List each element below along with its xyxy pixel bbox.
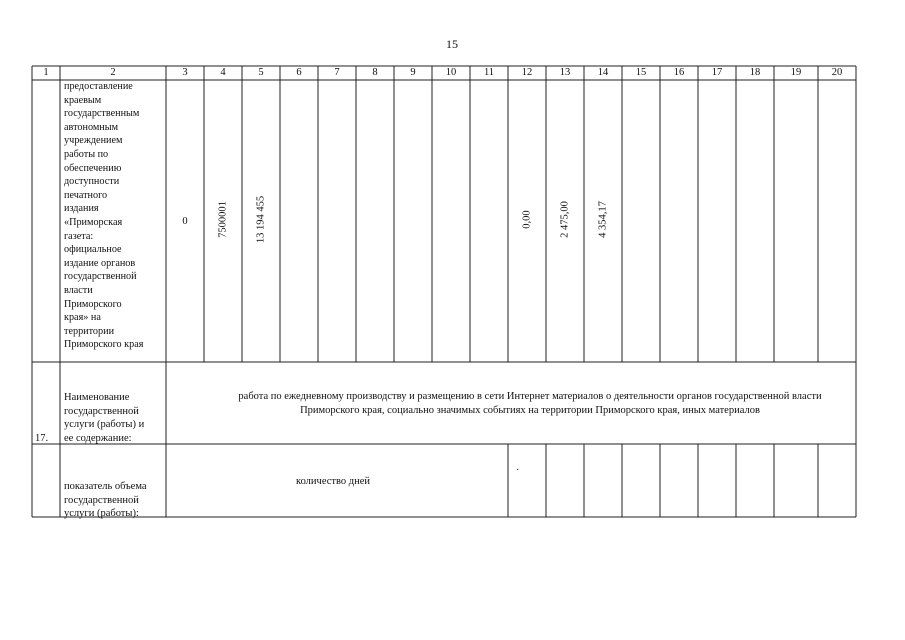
col-header: 7 [334, 67, 340, 78]
row-c-unit: количество дней [296, 476, 370, 487]
row-a-col4-value: 7500001 [217, 201, 229, 238]
col-header: 13 [559, 67, 571, 78]
page-number: 15 [446, 37, 458, 51]
row-a-description: предоставление краевым государственным автономным учреждением работы по обеспечению доступности печатного издания «Приморская газета: официальное издание органов государственной власти Приморского края» на территории Приморского края [64, 81, 144, 351]
row-a-col14-value: 4 354,17 [597, 201, 609, 238]
row-a-col12-value: 0,00 [521, 210, 533, 229]
row-a-col3-value: 0 [182, 216, 188, 227]
col-header: 15 [635, 67, 647, 78]
col-header: 3 [182, 67, 188, 78]
row-a-col5-value: 13 194 455 [255, 195, 267, 244]
col-header: 19 [790, 67, 802, 78]
col-header: 4 [220, 67, 226, 78]
col-header: 17 [711, 67, 723, 78]
col-header: 8 [372, 67, 378, 78]
row-c-col12-mark: · [516, 465, 520, 476]
col-header: 12 [521, 67, 533, 78]
col-header: 14 [597, 67, 609, 78]
col-header: 9 [410, 67, 416, 78]
row-b-label: Наименование государственной услуги (работы) и ее содержание: [64, 392, 145, 444]
row-a-col13-value: 2 475,00 [559, 201, 571, 238]
col-header: 18 [749, 67, 761, 78]
col-header: 5 [258, 67, 264, 78]
col-header: 6 [296, 67, 302, 78]
row-c-label: показатель объема государственной услуги (работы): [64, 481, 147, 519]
col-header: 1 [43, 67, 49, 78]
col-header: 11 [483, 67, 495, 78]
row-b-number: 17. [35, 433, 49, 444]
col-header: 2 [110, 67, 116, 78]
col-header: 16 [673, 67, 685, 78]
col-header: 10 [445, 67, 457, 78]
col-header: 20 [831, 67, 843, 78]
row-b-content: работа по ежедневному производству и размещению в сети Интернет материалов о деятельности органов государственной власти Приморского края, социально значимых событиях на территории Приморского края, иных материалов [238, 391, 822, 416]
